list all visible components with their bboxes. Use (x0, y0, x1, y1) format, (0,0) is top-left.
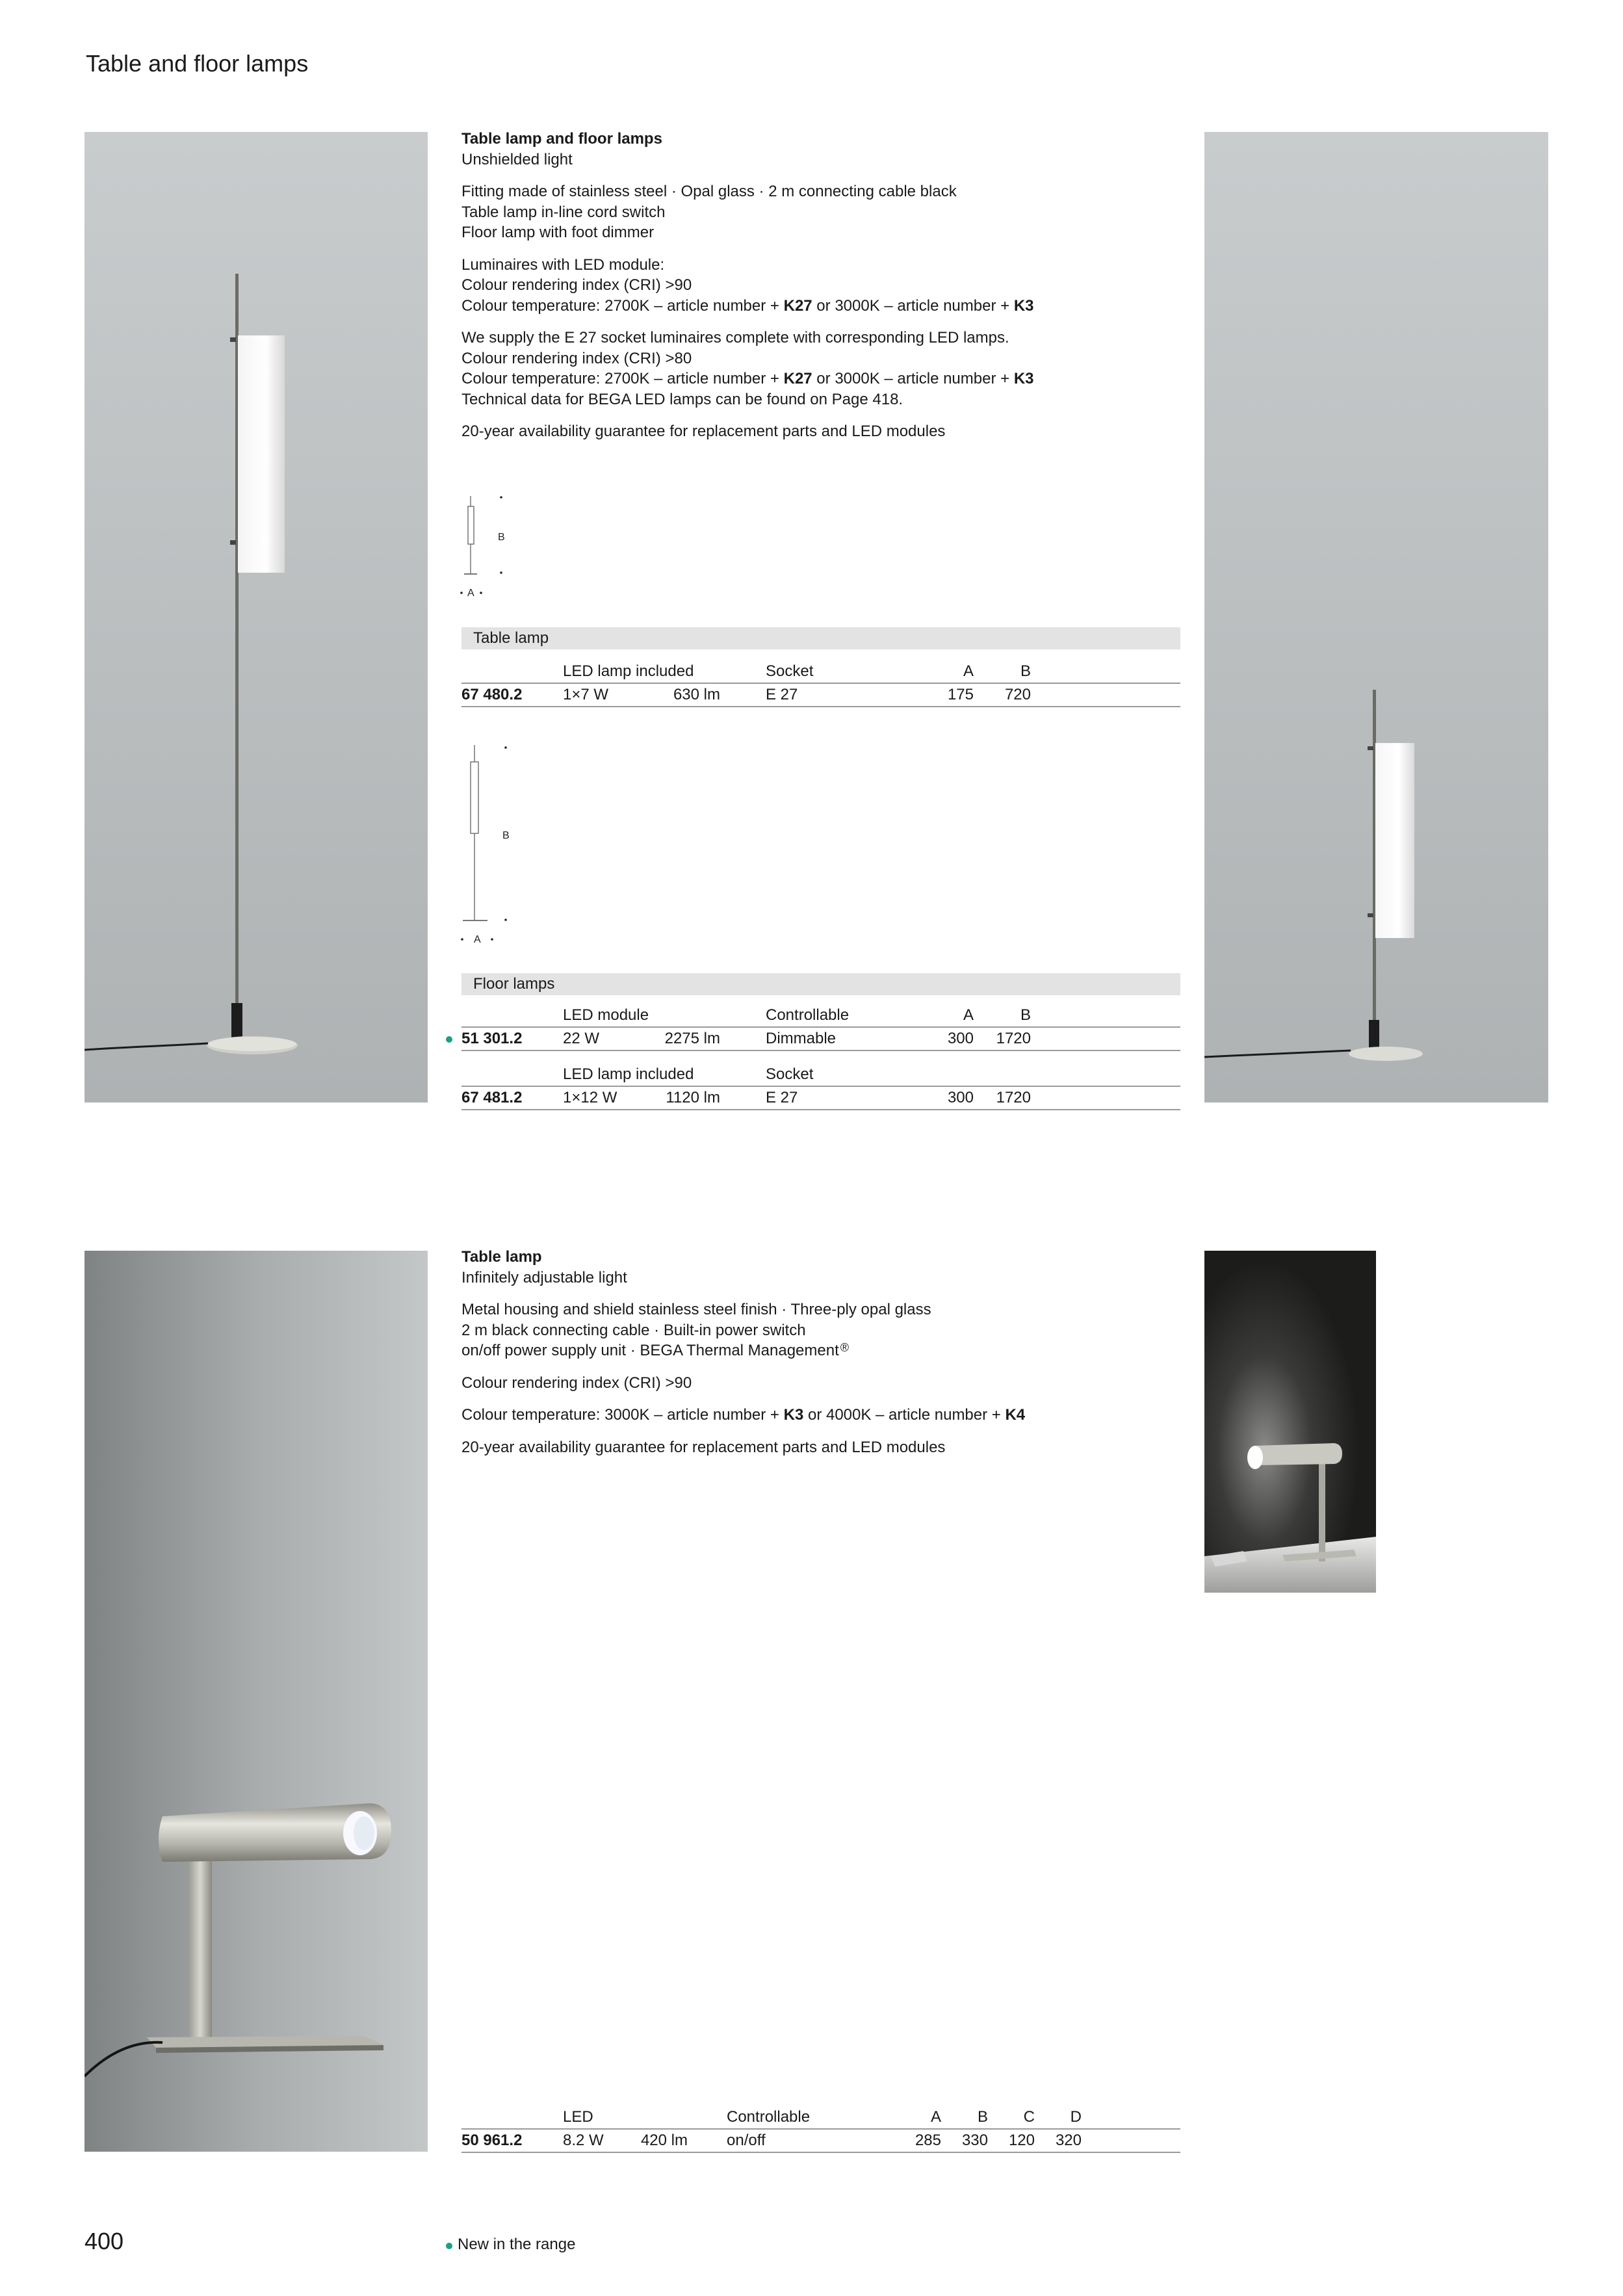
text: Colour temperature: 2700K – article number + (461, 370, 784, 387)
spec-line: Luminaires with LED module: (461, 255, 665, 274)
spec-line: We supply the E 27 socket luminaires complete with corresponding LED lamps. (461, 329, 1009, 346)
text: or 4000K – article number + (803, 1406, 1006, 1424)
table-row (461, 2130, 1180, 2153)
text: or 3000K – article number + (812, 296, 1014, 315)
suffix-code: K4 (1005, 1406, 1026, 1424)
article-number: 50 961.2 (461, 2132, 523, 2149)
header-a: A (930, 2108, 941, 2126)
spec-line: Technical data for BEGA LED lamps can be found on Page 418. (461, 390, 903, 408)
article-number: 67 480.2 (461, 686, 523, 703)
header-d: D (1070, 2108, 1082, 2126)
footnote-new-in-range: New in the range (458, 2236, 576, 2253)
table-row (461, 684, 1180, 707)
power: 22 W (563, 1030, 600, 1047)
article-number: 67 481.2 (461, 1089, 523, 1106)
header-led-lamp: LED lamp included (563, 1065, 694, 1083)
table-header-row (461, 1063, 1180, 1087)
section-table-lamp: Table lamp (461, 627, 1180, 649)
floor-lamp-dimension-sketch (455, 740, 520, 958)
lumen: 420 lm (640, 2132, 688, 2149)
header-socket: Socket (766, 1065, 814, 1083)
power: 8.2 W (563, 2132, 604, 2149)
header-a: A (963, 662, 974, 680)
spec-line: Fitting made of stainless steel · Opal glass · 2 m connecting cable black (461, 183, 957, 200)
header-b: B (1020, 662, 1031, 680)
dimension-c: 120 (1008, 2132, 1035, 2149)
suffix-code: K3 (1013, 296, 1034, 315)
controllable: Dimmable (766, 1030, 837, 1047)
new-indicator-dot (446, 1036, 452, 1043)
dimension-label-b: B (502, 830, 510, 841)
dimension-a: 175 (947, 686, 974, 703)
suffix-code: K3 (1013, 370, 1034, 387)
dimension-b: 1720 (996, 1030, 1031, 1047)
lumen: 630 lm (673, 686, 720, 703)
colour-temp-line (461, 296, 1176, 317)
dimension-b: 720 (1004, 686, 1031, 703)
suffix-code: K3 (783, 1406, 804, 1424)
suffix-code: K27 (783, 296, 812, 315)
dimension-a: 300 (947, 1089, 974, 1106)
table-row (461, 1087, 1180, 1110)
table-header-row (461, 660, 1180, 684)
table-row (461, 1028, 1180, 1051)
text: Colour temperature: 3000K – article number + (461, 1406, 784, 1424)
spec-line: Metal housing and shield stainless steel finish · Three-ply opal glass (461, 1301, 931, 1318)
controllable: on/off (727, 2132, 766, 2149)
lumen: 1120 lm (666, 1089, 720, 1106)
dimension-d: 320 (1055, 2132, 1082, 2149)
dimension-b: 330 (961, 2132, 988, 2149)
text: or 3000K – article number + (812, 370, 1014, 387)
dimension-label-a: A (467, 588, 474, 599)
spec-line (461, 1340, 1176, 1361)
header-c: C (1023, 2108, 1035, 2126)
dimension-label-b: B (498, 532, 505, 543)
socket: E 27 (766, 1089, 798, 1106)
header-socket: Socket (766, 662, 814, 680)
floor-lamp-photo (84, 132, 428, 1102)
header-controllable: Controllable (727, 2108, 811, 2126)
header-a: A (963, 1006, 974, 1024)
product-description-1 (461, 129, 1176, 454)
colour-temp-line (461, 369, 1176, 389)
text: Colour temperature: 2700K – article number + (461, 296, 784, 315)
product-title: Table lamp and floor lamps (461, 130, 662, 148)
dimension-a: 285 (915, 2132, 941, 2149)
lumen: 2275 lm (664, 1030, 720, 1047)
article-number: 51 301.2 (461, 1030, 523, 1047)
colour-temp-line (461, 1405, 1176, 1426)
spec-line: Colour rendering index (CRI) >80 (461, 349, 692, 367)
text: on/off power supply unit · BEGA Thermal Management (461, 1342, 839, 1359)
spec-line: 2 m black connecting cable · Built-in power switch (461, 1321, 806, 1339)
table-header-row (461, 2106, 1180, 2130)
dimension-label-a: A (474, 934, 481, 945)
table-lamp-dimension-sketch (455, 491, 520, 601)
dimension-a: 300 (947, 1030, 974, 1047)
table-lamp-photo (1204, 132, 1548, 1102)
power: 1×7 W (563, 686, 609, 703)
spec-line: Floor lamp with foot dimmer (461, 224, 655, 241)
header-controllable: Controllable (766, 1006, 850, 1024)
power: 1×12 W (563, 1089, 617, 1106)
page-number: 400 (84, 2228, 124, 2254)
header-b: B (977, 2108, 988, 2126)
product-subtitle: Infinitely adjustable light (461, 1268, 627, 1286)
header-b: B (1020, 1006, 1031, 1024)
dimension-b: 1720 (996, 1089, 1031, 1106)
new-indicator-dot (446, 2243, 452, 2249)
product-description-2 (461, 1247, 1176, 1469)
spec-line: Colour rendering index (CRI) >90 (461, 276, 692, 294)
adjustable-lamp-in-use-photo (1204, 1251, 1376, 1593)
socket: E 27 (766, 686, 798, 703)
page-title: Table and floor lamps (86, 50, 309, 77)
section-floor-lamps: Floor lamps (461, 973, 1180, 995)
product-subtitle: Unshielded light (461, 150, 573, 168)
header-led-module: LED module (563, 1006, 649, 1024)
table-header-row (461, 1004, 1180, 1028)
registered-mark: ® (840, 1341, 850, 1354)
suffix-code: K27 (783, 370, 812, 387)
guarantee-line: 20-year availability guarantee for replacement parts and LED modules (461, 1438, 946, 1456)
header-led: LED (563, 2108, 593, 2126)
adjustable-lamp-photo (84, 1251, 428, 2152)
spec-line: Colour rendering index (CRI) >90 (461, 1374, 692, 1392)
product-title: Table lamp (461, 1248, 542, 1266)
header-led-lamp: LED lamp included (563, 662, 694, 680)
spec-line: Table lamp in-line cord switch (461, 203, 666, 221)
guarantee-line: 20-year availability guarantee for replacement parts and LED modules (461, 423, 946, 440)
